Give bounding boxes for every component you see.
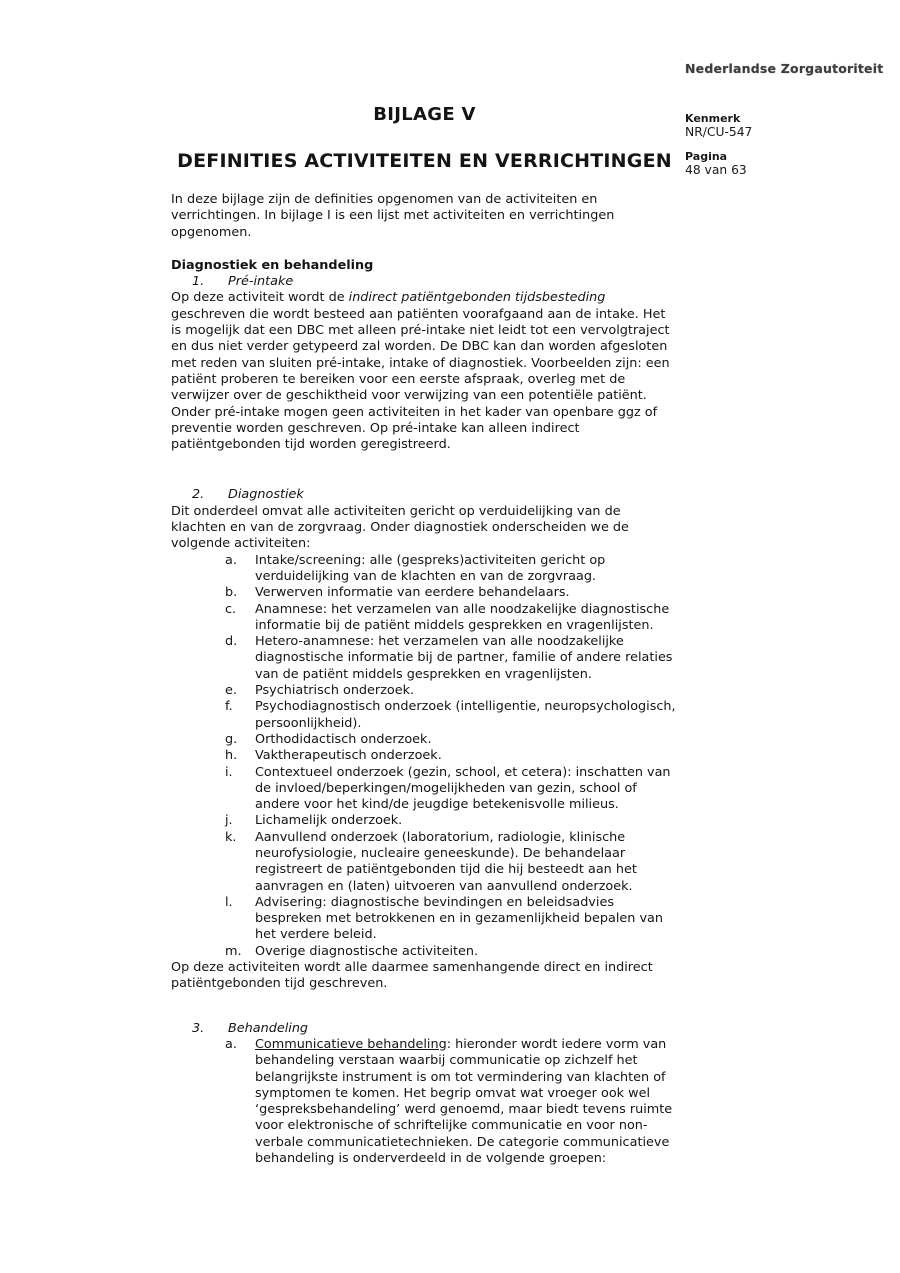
list-item-letter: h.: [225, 748, 238, 764]
list-item-letter: e.: [225, 683, 237, 699]
list-item: [171, 813, 678, 829]
pagina-label: Pagina: [685, 150, 728, 163]
list-item-letter: c.: [225, 601, 237, 617]
subsection-2-title: Diagnostiek: [228, 487, 304, 503]
subsection-3-heading: [192, 1021, 678, 1037]
behandeling-item-a: [171, 1037, 678, 1167]
list-item-text: Psychiatrisch onderzoek.: [255, 683, 415, 699]
pre-intake-text-before: Op deze activiteit wordt de: [171, 290, 349, 306]
list-item-text: Lichamelijk onderzoek.: [255, 813, 403, 829]
list-item: [171, 602, 678, 635]
document-body: [171, 104, 678, 1167]
diagnostiek-intro: Dit onderdeel omvat alle activiteiten gericht op verduidelijking van de klachten en van de zorgvraag. Onder diagnostiek onderscheiden we de volgende activiteiten:: [171, 503, 629, 552]
list-item-text: Contextueel onderzoek (gezin, school, et cetera): inschatten van de invloed/beperkingen/mogelijkheden van gezin, school of andere voor het kind/de jeugdige betekenisvolle milieus.: [255, 764, 671, 813]
kenmerk-value: NR/CU-547: [685, 125, 753, 139]
list-item: [171, 634, 678, 683]
activity-list: [171, 553, 678, 960]
list-item-letter: j.: [225, 813, 233, 829]
list-item-letter: a.: [225, 552, 237, 568]
intro-paragraph: In deze bijlage zijn de definities opgenomen van de activiteiten en verrichtingen. In bijlage I is een lijst met activiteiten en verrichtingen opgenomen.: [171, 192, 615, 240]
list-item: [171, 683, 678, 699]
list-item-text: Orthodidactisch onderzoek.: [255, 731, 432, 747]
behandeling-item-a-rest: : hieronder wordt iedere vorm van behandeling verstaan waarbij communicatie op zichzelf het belangrijkste instrument is om tot vermindering van klachten of symptomen te komen. Het begrip omvat wat vroeger ook wel ‘gespreksbehandeling’ werd genoemd, maar biedt tevens ruimte voor elektronische of schriftelijke communicatie en voor non-verbale communicatietechnieken. De categorie communicatieve behandeling is onderverdeeld in de volgende groepen:: [255, 1036, 673, 1167]
list-item-text: Hetero-anamnese: het verzamelen van alle noodzakelijke diagnostische informatie bij de partner, familie of andere relaties van de patiënt middels gesprekken en vragenlijsten.: [255, 634, 673, 682]
page-title: BIJLAGE V: [373, 104, 476, 125]
list-item: [171, 585, 678, 601]
subsection-3-number: 3.: [192, 1020, 205, 1036]
list-item-text: Anamnese: het verzamelen van alle noodzakelijke diagnostische informatie bij de patiënt middels gesprekken en vragenlijsten.: [255, 601, 670, 633]
list-item-letter: d.: [225, 634, 238, 650]
list-item-letter: i.: [225, 764, 233, 780]
list-item-text: Psychodiagnostisch onderzoek (intelligentie, neuropsychologisch, persoonlijkheid).: [255, 699, 676, 731]
list-item-text: Advisering: diagnostische bevindingen en beleidsadvies bespreken met betrokkenen en in gezamenlijkheid bepalen van het verdere beleid.: [255, 894, 663, 943]
list-item-letter: b.: [225, 585, 238, 601]
list-item: [171, 748, 678, 764]
list-item: [171, 830, 678, 895]
list-item-letter: m.: [225, 943, 242, 959]
subsection-1-heading: [192, 274, 678, 290]
list-item-text: Intake/screening: alle (gespreks)activiteiten gericht op verduidelijking van de klachten en van de zorgvraag.: [255, 552, 606, 584]
subsection-2-number: 2.: [192, 487, 205, 503]
diagnostiek-closing: Op deze activiteiten wordt alle daarmee samenhangende direct en indirect patiëntgebonden tijd geschreven.: [171, 960, 653, 992]
kenmerk-label: Kenmerk: [685, 112, 741, 125]
list-item: [171, 553, 678, 586]
subsection-2-heading: [192, 487, 678, 503]
list-item-letter: l.: [225, 894, 233, 910]
list-item-letter: f.: [225, 699, 233, 715]
list-item-letter: k.: [225, 829, 237, 845]
list-item-text: Verwerven informatie van eerdere behandelaars.: [255, 585, 570, 601]
behandeling-item-a-letter: a.: [225, 1036, 237, 1052]
list-item: [171, 765, 678, 814]
list-item: [171, 944, 678, 960]
list-item-letter: g.: [225, 731, 238, 747]
section-heading: Diagnostiek en behandeling: [171, 257, 374, 273]
subsection-1-number: 1.: [192, 274, 205, 290]
pre-intake-paragraph: [171, 290, 678, 453]
list-item-text: Overige diagnostische activiteiten.: [255, 943, 479, 959]
list-item: [171, 895, 678, 944]
page-subtitle: DEFINITIES ACTIVITEITEN EN VERRICHTINGEN: [177, 150, 672, 172]
list-item-text: Vaktherapeutisch onderzoek.: [255, 748, 442, 764]
pre-intake-text-after: geschreven die wordt besteed aan patiënten voorafgaand aan de intake. Het is mogelijk dat een DBC met alleen pré-intake niet leidt tot een vervolgtraject en dus niet verder getypeerd zal worden. De DBC kan dan worden afgesloten met reden van sluiten pré-intake, intake of diagnostiek. Voorbeelden zijn: een patiënt proberen te bereiken voor een eerste afspraak, overleg met de verwijzer over de geschiktheid voor verwijzing van een potentiële patiënt. Onder pré-intake mogen geen activiteiten in het kader van openbare ggz of preventie worden geschreven. Op pré-intake kan alleen indirect patiëntgebonden tijd worden geregistreerd.: [171, 306, 670, 453]
behandeling-item-a-text: [255, 1037, 678, 1167]
pagina-value: 48 van 63: [685, 163, 747, 177]
subsection-1-title: Pré-intake: [228, 274, 294, 290]
list-item: [171, 732, 678, 748]
pre-intake-italic-term: indirect patiëntgebonden tijdsbesteding: [348, 290, 606, 306]
document-meta: [685, 112, 885, 188]
subsection-3-title: Behandeling: [228, 1020, 309, 1036]
list-item-text: Aanvullend onderzoek (laboratorium, radiologie, klinische neurofysiologie, nucleaire geneeskunde). De behandelaar registreert de patiëntgebonden tijd die hij besteedt aan het aanvragen en (laten) uitvoeren van aanvullend onderzoek.: [255, 829, 637, 894]
list-item: [171, 699, 678, 732]
underlined-term: Communicatieve behandeling: [255, 1036, 447, 1052]
organization-logo: Nederlandse Zorgautoriteit: [685, 61, 884, 76]
